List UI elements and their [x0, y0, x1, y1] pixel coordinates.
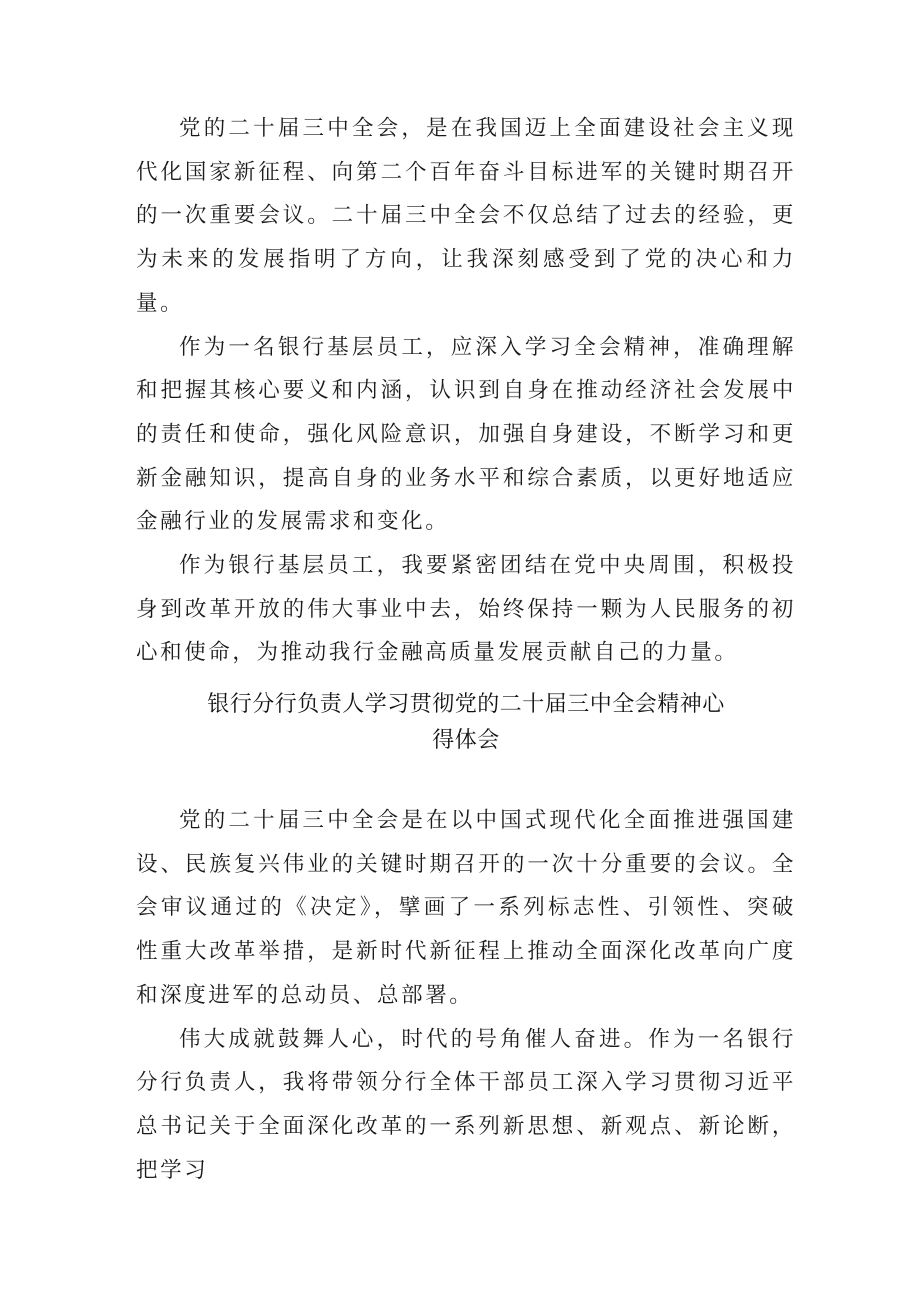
paragraph: 党的二十届三中全会是在以中国式现代化全面推进强国建设、民族复兴伟业的关键时期召开的一次十分重要的会议。全会审议通过的《决定》，擘画了一系列标志性、引领性、突破性重大改革举措，是新时代新征程上推动全面深化改革向广度和深度进军的总动员、总部署。 — [136, 808, 796, 1008]
article-body-section-1 — [136, 107, 796, 675]
paragraph: 伟大成就鼓舞人心，时代的号角催人奋进。作为一名银行分行负责人，我将带领分行全体干部员工深入学习贯彻习近平总书记关于全面深化改革的一系列新思想、新观点、新论断，把学习 — [136, 1026, 796, 1183]
article-body-section-2 — [136, 799, 796, 1192]
article-title — [136, 687, 796, 759]
article-title-line-1: 银行分行负责人学习贯彻党的二十届三中全会精神心 — [207, 692, 725, 717]
paragraph: 作为一名银行基层员工，应深入学习全会精神，准确理解和把握其核心要义和内涵，认识到自身在推动经济社会发展中的责任和使命，强化风险意识，加强自身建设，不断学习和更新金融知识，提高自身的业务水平和综合素质，以更好地适应金融行业的发展需求和变化。 — [136, 334, 796, 535]
paragraph: 党的二十届三中全会，是在我国迈上全面建设社会主义现代化国家新征程、向第二个百年奋斗目标进军的关键时期召开的一次重要会议。二十届三中全会不仅总结了过去的经验，更为未来的发展指明了方向，让我深刻感受到了党的决心和力量。 — [136, 116, 796, 316]
paragraph: 作为银行基层员工，我要紧密团结在党中央周围，积极投身到改革开放的伟大事业中去，始终保持一颗为人民服务的初心和使命，为推动我行金融高质量发展贡献自己的力量。 — [136, 553, 796, 666]
article-title-line-2: 得体会 — [432, 728, 500, 753]
